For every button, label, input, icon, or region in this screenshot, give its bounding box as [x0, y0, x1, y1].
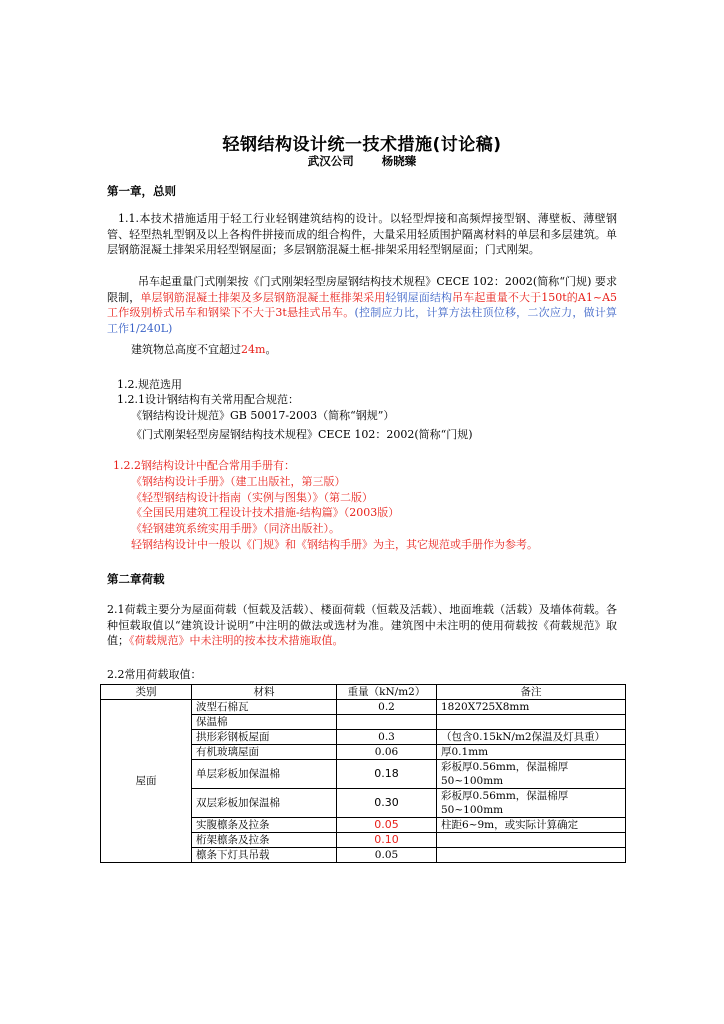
company-name: 武汉公司 — [307, 154, 354, 168]
section-1-2-1-heading: 1.2.1设计钢结构有关常用配合规范： — [117, 393, 299, 406]
note-cell: 1820X725X8mm — [437, 700, 626, 715]
note-line-1: 彩板厚0.56mm，保温棉厚 — [441, 761, 569, 773]
height-limit-line — [131, 342, 276, 357]
load-table — [100, 684, 626, 863]
section-2-2-heading: 2.2常用荷载取值： — [107, 668, 202, 681]
handbook-note: 轻钢结构设计中一般以《门规》和《钢结构手册》为主，其它规范或手册作为参考。 — [131, 538, 538, 551]
load-cell: 0.05 — [337, 848, 437, 863]
standard-steel-code: 《钢结构设计规范》GB 50017-2003（简称“钢规”） — [131, 409, 395, 422]
note-cell — [437, 789, 626, 818]
chapter-2-heading: 第二章荷载 — [107, 572, 165, 586]
header-note: 备注 — [437, 685, 626, 700]
section-2-1-text-red: 《荷载规范》中未注明的按本技术措施取值。 — [129, 634, 344, 648]
header-load: 重量（kN/m2） — [337, 685, 437, 700]
header-category: 类别 — [101, 685, 192, 700]
section-1-2-heading: 1.2.规范选用 — [117, 378, 182, 391]
crane-text: 吊车起重量门式刚架按《门式刚架轻型房屋钢结构技术规程》CECE 102：2002(简称“门规) 要求限制， — [107, 275, 617, 304]
note-cell: （包含0.15kN/m2保温及灯具重） — [437, 730, 626, 745]
section-1-1-paragraph: 1.1.本技术措施适用于轻工行业轻钢建筑结构的设计。以轻型焊接和高频焊接型钢、薄壁板、薄壁钢管、轻型热轧型钢及以上各构件拼接而成的组合构件，大量采用轻质围护隔离材料的单层和多层建筑。单层钢筋混凝土排架采用轻型钢屋面；多层钢筋混凝土框-排架采用轻型钢屋面；门式刚架。 — [107, 212, 617, 257]
load-cell: 0.06 — [337, 745, 437, 760]
table-header-row — [101, 685, 626, 700]
load-cell: 0.10 — [337, 833, 437, 848]
material-cell: 桁架檩条及拉条 — [192, 833, 337, 848]
category-roof: 屋面 — [101, 700, 192, 863]
load-cell — [337, 715, 437, 730]
material-cell: 波型石棉瓦 — [192, 700, 337, 715]
handbook-4: 《轻钢建筑系统实用手册》（同济出版社）。 — [131, 522, 340, 535]
load-cell: 0.2 — [337, 700, 437, 715]
handbook-2: 《轻型钢结构设计指南（实例与图集）》（第二版） — [131, 491, 373, 504]
document-byline — [0, 153, 724, 169]
crane-text-blue-1: 轻钢屋面结构 — [385, 290, 453, 304]
note-cell: 厚0.1mm — [437, 745, 626, 760]
crane-text-red-1: 单层钢筋混凝土排架及多层钢筋混凝土框排架采用 — [140, 290, 386, 304]
material-cell: 拱形彩钢板屋面 — [192, 730, 337, 745]
crane-text-red-2: 吊车起重量不大于150t的A1~A5工作级别桥式吊车和钢梁下不大于3t悬挂式吊车。 — [107, 290, 618, 320]
chapter-1-heading: 第一章，总则 — [107, 184, 176, 198]
load-cell: 0.18 — [337, 760, 437, 789]
height-limit-value: 24m — [241, 343, 266, 356]
material-cell: 檩条下灯具吊载 — [192, 848, 337, 863]
load-cell: 0.30 — [337, 789, 437, 818]
material-cell: 单层彩板加保温棉 — [192, 760, 337, 789]
material-cell: 有机玻璃屋面 — [192, 745, 337, 760]
author-name: 杨晓臻 — [381, 154, 417, 168]
load-cell: 0.05 — [337, 818, 437, 833]
section-2-1-paragraph — [107, 602, 617, 649]
section-2-1-text: 2.1荷载主要分为屋面荷载（恒载及活载）、楼面荷载（恒载及活载）、地面堆载（活载）及墙体荷载。各种恒载取值以“建筑设计说明”中注明的做法或选材为准。建筑图中未注明的使用荷载按《荷载规范》取值； — [107, 603, 617, 648]
note-cell — [437, 848, 626, 863]
table-row — [101, 700, 626, 715]
material-cell: 双层彩板加保温棉 — [192, 789, 337, 818]
handbook-3: 《全国民用建筑工程设计技术措施-结构篇》（2003版） — [131, 506, 400, 519]
note-cell — [437, 760, 626, 789]
height-limit-end: 。 — [265, 343, 277, 356]
document-title: 轻钢结构设计统一技术措施(讨论稿) — [222, 135, 502, 155]
note-cell: 柱距6~9m，或实际计算确定 — [437, 818, 626, 833]
crane-text-blue-2: (控制应力比，计算方法柱顶位移，二次应力，做计算工作1/240L) — [107, 306, 617, 336]
handbook-1: 《钢结构设计手册》（建工出版社，第三版） — [131, 475, 346, 488]
note-line-2: 50~100mm — [441, 775, 504, 787]
note-line-2: 50~100mm — [441, 804, 504, 816]
note-cell — [437, 833, 626, 848]
section-1-2-2-heading: 1.2.2钢结构设计中配合常用手册有： — [113, 459, 295, 472]
material-cell: 实腹檩条及拉条 — [192, 818, 337, 833]
standard-portal-frame: 《门式刚架轻型房屋钢结构技术规程》CECE 102：2002(简称“门规) — [131, 428, 473, 441]
material-cell: 保温棉 — [192, 715, 337, 730]
header-material: 材料 — [192, 685, 337, 700]
note-cell — [437, 715, 626, 730]
note-line-1: 彩板厚0.56mm，保温棉厚 — [441, 790, 569, 802]
load-cell: 0.3 — [337, 730, 437, 745]
height-limit-text: 建筑物总高度不宜超过 — [131, 343, 241, 356]
crane-paragraph — [107, 274, 617, 337]
